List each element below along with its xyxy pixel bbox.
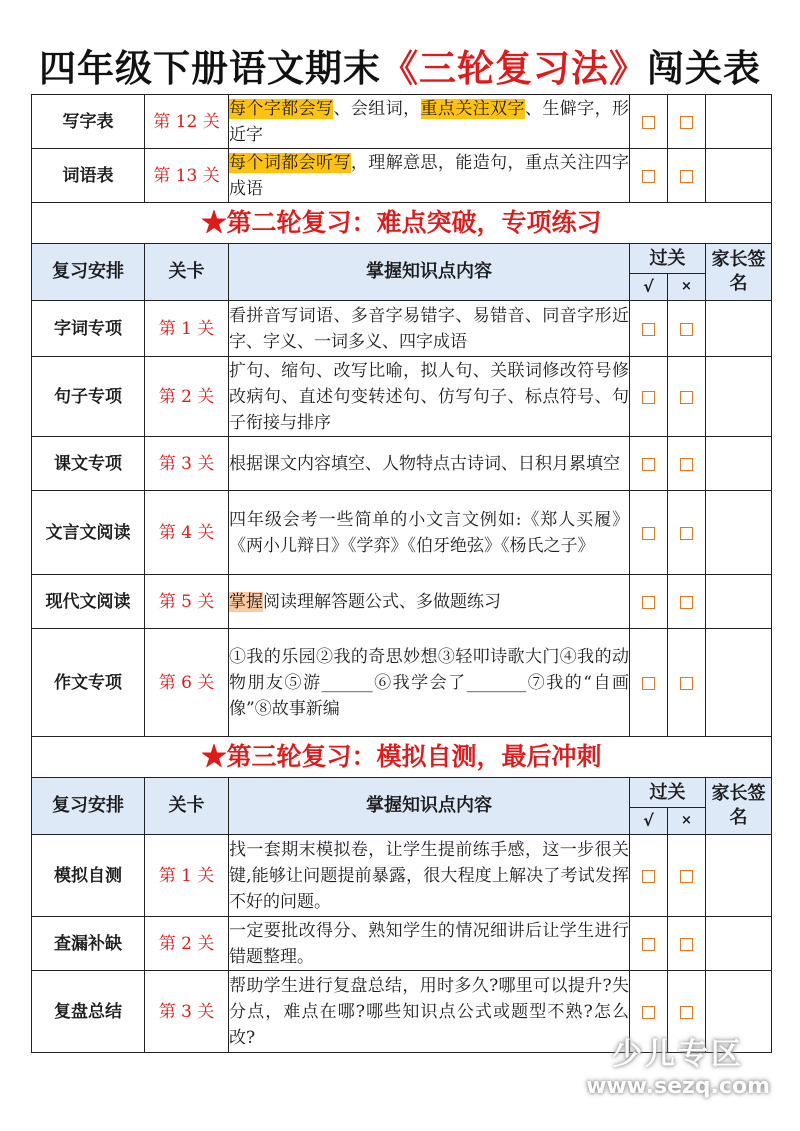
checkbox-icon[interactable] — [642, 116, 655, 129]
level-label: 第 1 关 — [145, 301, 229, 357]
pass-checkbox[interactable] — [630, 835, 668, 917]
schedule-label: 字词专项 — [32, 301, 145, 357]
section-heading: ★第二轮复习：难点突破，专项练习 — [32, 203, 772, 244]
schedule-label: 查漏补缺 — [32, 917, 145, 971]
header-level: 关卡 — [145, 244, 229, 301]
fail-checkbox[interactable] — [668, 917, 706, 971]
parent-signature-cell[interactable] — [706, 149, 772, 203]
fail-checkbox[interactable] — [668, 95, 706, 149]
checkbox-icon[interactable] — [680, 458, 693, 471]
header-content: 掌握知识点内容 — [229, 778, 630, 835]
content-text: ，理解意思，能造句，重点关注四字成语 — [229, 152, 630, 199]
table-row — [32, 917, 772, 971]
header-row — [32, 778, 772, 808]
fail-checkbox[interactable] — [668, 301, 706, 357]
checkbox-icon[interactable] — [680, 391, 693, 404]
fail-checkbox[interactable] — [668, 835, 706, 917]
content-text: 帮助学生进行复盘总结，用时多久?哪里可以提升?失分点，难点在哪?哪些知识点公式或题型不熟?怎么改? — [229, 975, 629, 1048]
header-pass: 过关 — [630, 778, 706, 808]
level-label: 第 2 关 — [145, 357, 229, 437]
content-text: 、会组词， — [333, 98, 421, 119]
knowledge-content — [229, 575, 630, 629]
parent-signature-cell[interactable] — [706, 301, 772, 357]
title-highlight: 《三轮复习法》 — [381, 47, 647, 90]
pass-checkbox[interactable] — [630, 357, 668, 437]
header-pass: 过关 — [630, 244, 706, 274]
level-label: 第 3 关 — [145, 437, 229, 491]
header-sign: 家长签名 — [706, 244, 772, 301]
pass-checkbox[interactable] — [630, 575, 668, 629]
checkbox-icon[interactable] — [680, 170, 693, 183]
title-part3: 闯关表 — [647, 47, 761, 90]
header-check: √ — [630, 808, 668, 835]
knowledge-content — [229, 95, 630, 149]
review-table — [31, 94, 772, 1053]
knowledge-content — [229, 437, 630, 491]
fail-checkbox[interactable] — [668, 437, 706, 491]
schedule-label: 作文专项 — [32, 629, 145, 737]
level-label: 第 6 关 — [145, 629, 229, 737]
pass-checkbox[interactable] — [630, 437, 668, 491]
table-row — [32, 437, 772, 491]
schedule-label: 现代文阅读 — [32, 575, 145, 629]
page-title — [0, 38, 800, 92]
fail-checkbox[interactable] — [668, 357, 706, 437]
header-cross: × — [668, 808, 706, 835]
pass-checkbox[interactable] — [630, 917, 668, 971]
checkbox-icon[interactable] — [642, 391, 655, 404]
table-row — [32, 149, 772, 203]
schedule-label: 课文专项 — [32, 437, 145, 491]
pass-checkbox[interactable] — [630, 629, 668, 737]
header-cross: × — [668, 274, 706, 301]
fail-checkbox[interactable] — [668, 491, 706, 575]
pass-checkbox[interactable] — [630, 149, 668, 203]
schedule-label: 复盘总结 — [32, 971, 145, 1053]
section-heading-row — [32, 203, 772, 244]
knowledge-content — [229, 491, 630, 575]
header-level: 关卡 — [145, 778, 229, 835]
checkbox-icon[interactable] — [680, 527, 693, 540]
header-schedule: 复习安排 — [32, 244, 145, 301]
level-label: 第 12 关 — [145, 95, 229, 149]
highlighted-text: 重点关注双字 — [420, 98, 525, 119]
schedule-label: 写字表 — [32, 95, 145, 149]
level-label: 第 4 关 — [145, 491, 229, 575]
table-row — [32, 301, 772, 357]
checkbox-icon[interactable] — [680, 1006, 693, 1019]
level-label: 第 3 关 — [145, 971, 229, 1053]
parent-signature-cell[interactable] — [706, 95, 772, 149]
watermark-brand: 少儿专区 — [612, 1037, 745, 1072]
checkbox-icon[interactable] — [680, 938, 693, 951]
table-row — [32, 357, 772, 437]
parent-signature-cell[interactable] — [706, 629, 772, 737]
schedule-label: 词语表 — [32, 149, 145, 203]
checkbox-icon[interactable] — [680, 116, 693, 129]
pass-checkbox[interactable] — [630, 95, 668, 149]
knowledge-content — [229, 301, 630, 357]
checkbox-icon[interactable] — [680, 323, 693, 336]
knowledge-content — [229, 357, 630, 437]
knowledge-content — [229, 835, 630, 917]
checkbox-icon[interactable] — [642, 458, 655, 471]
pass-checkbox[interactable] — [630, 491, 668, 575]
content-text: 阅读理解答题公式、多做题练习 — [263, 591, 501, 612]
table-row — [32, 629, 772, 737]
checkbox-icon[interactable] — [642, 170, 655, 183]
header-row — [32, 244, 772, 274]
level-label: 第 1 关 — [145, 835, 229, 917]
table-row — [32, 575, 772, 629]
checkbox-icon[interactable] — [642, 870, 655, 883]
knowledge-content — [229, 149, 630, 203]
content-text: ①我的乐园②我的奇思妙想③轻叩诗歌大门④我的动物朋友⑤游______⑥我学会了_______⑦我的“自画像”⑧故事新编 — [229, 646, 629, 719]
checkbox-icon[interactable] — [642, 527, 655, 540]
level-label: 第 2 关 — [145, 917, 229, 971]
header-schedule: 复习安排 — [32, 778, 145, 835]
fail-checkbox[interactable] — [668, 629, 706, 737]
checkbox-icon[interactable] — [642, 677, 655, 690]
header-sign: 家长签名 — [706, 778, 772, 835]
content-text: 、生僻字，形近字 — [229, 98, 630, 145]
content-text: 看拼音写词语、多音字易错字、易错音、同音字形近字、字义、一词多义、四字成语 — [229, 305, 629, 352]
checkbox-icon[interactable] — [642, 596, 655, 609]
checkbox-icon[interactable] — [680, 677, 693, 690]
content-text: 四年级会考一些简单的小文言文例如:《郑人买履》《两小儿辩日》《学弈》《伯牙绝弦》《杨氏之子》 — [229, 509, 629, 556]
parent-signature-cell[interactable] — [706, 357, 772, 437]
fail-checkbox[interactable] — [668, 149, 706, 203]
knowledge-content — [229, 971, 630, 1053]
schedule-label: 文言文阅读 — [32, 491, 145, 575]
section-heading-row — [32, 737, 772, 778]
highlighted-text: 掌握 — [229, 591, 263, 612]
parent-signature-cell[interactable] — [706, 491, 772, 575]
parent-signature-cell[interactable] — [706, 917, 772, 971]
highlighted-text: 每个词都会听写 — [229, 152, 351, 173]
level-label: 第 5 关 — [145, 575, 229, 629]
parent-signature-cell[interactable] — [706, 575, 772, 629]
checkbox-icon[interactable] — [642, 323, 655, 336]
content-text: 扩句、缩句、改写比喻，拟人句、关联词修改符号修改病句、直述句变转述句、仿写句子、标点符号、句子衔接与排序 — [229, 360, 629, 433]
checkbox-icon[interactable] — [680, 596, 693, 609]
parent-signature-cell[interactable] — [706, 835, 772, 917]
table-row — [32, 835, 772, 917]
schedule-label: 句子专项 — [32, 357, 145, 437]
level-label: 第 13 关 — [145, 149, 229, 203]
parent-signature-cell[interactable] — [706, 437, 772, 491]
fail-checkbox[interactable] — [668, 575, 706, 629]
highlighted-text: 每个字都会写 — [229, 98, 334, 119]
checkbox-icon[interactable] — [680, 870, 693, 883]
table-row — [32, 95, 772, 149]
title-part1: 四年级下册语文期末 — [39, 47, 381, 90]
content-text: 根据课文内容填空、人物特点古诗词、日积月累填空 — [229, 453, 620, 474]
schedule-label: 模拟自测 — [32, 835, 145, 917]
knowledge-content — [229, 629, 630, 737]
table-row — [32, 491, 772, 575]
section-heading: ★第三轮复习：模拟自测，最后冲刺 — [32, 737, 772, 778]
content-text: 找一套期末模拟卷，让学生提前练手感，这一步很关键,能够让问题提前暴露，很大程度上解决了考试发挥不好的问题。 — [229, 839, 629, 912]
watermark-url: www.sezq.com — [586, 1074, 770, 1099]
content-text: 一定要批改得分、熟知学生的情况细讲后让学生进行错题整理。 — [229, 920, 629, 967]
checkbox-icon[interactable] — [642, 938, 655, 951]
header-content: 掌握知识点内容 — [229, 244, 630, 301]
checkbox-icon[interactable] — [642, 1006, 655, 1019]
pass-checkbox[interactable] — [630, 301, 668, 357]
knowledge-content — [229, 917, 630, 971]
header-check: √ — [630, 274, 668, 301]
watermark — [586, 1037, 770, 1101]
